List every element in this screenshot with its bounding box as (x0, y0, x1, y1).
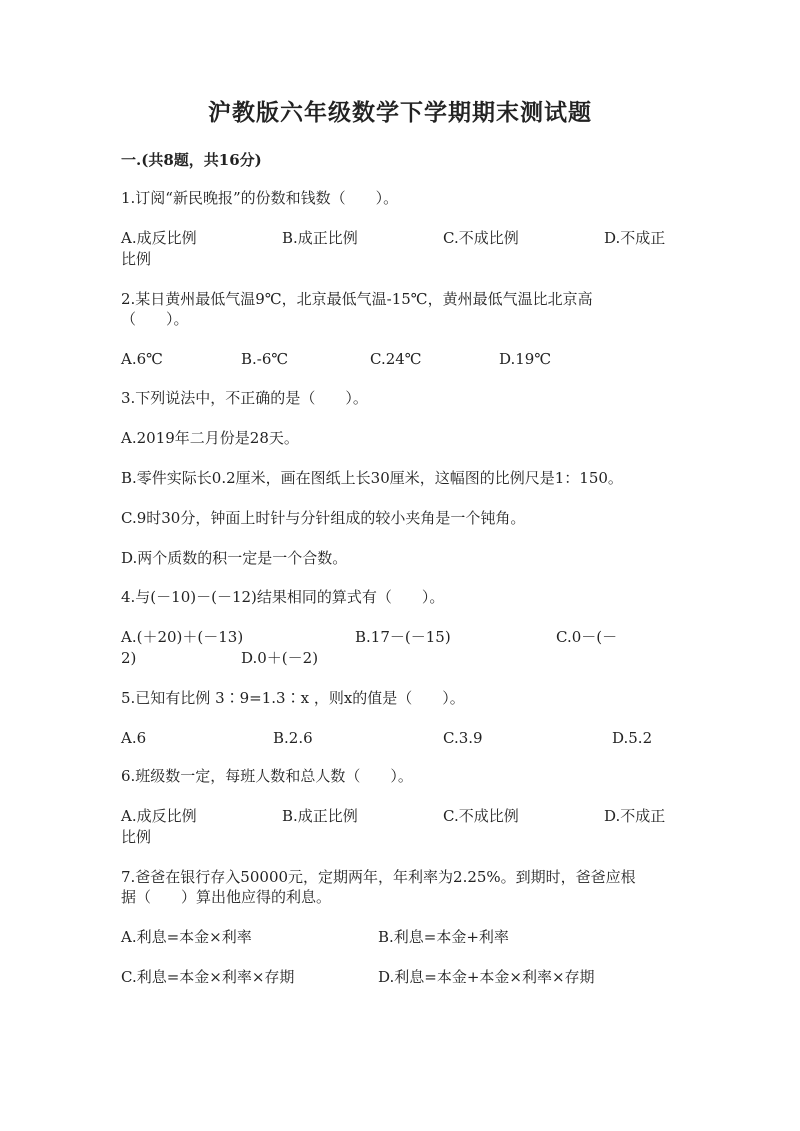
question-3-option-a: A.2019年二月份是28天。 (121, 429, 299, 447)
question-1-option-b: B.成正比例 (282, 229, 358, 247)
question-4-option-a: A.(＋20)＋(－13) (121, 628, 244, 646)
question-1-option-a: A.成反比例 (121, 229, 197, 247)
question-4-option-b: B.17－(－15) (355, 628, 451, 646)
page-title: 沪教版六年级数学下学期期末测试题 (208, 99, 592, 126)
question-5-option-d: D.5.2 (612, 729, 653, 747)
question-7-option-b: B.利息=本金+利率 (378, 928, 509, 946)
question-3-option-c: C.9时30分，钟面上时针与分针组成的较小夹角是一个钝角。 (121, 509, 526, 527)
question-3-option-b: B.零件实际长0.2厘米，画在图纸上长30厘米，这幅图的比例尺是1：150。 (121, 469, 623, 487)
question-2-stem-cont: （ ）。 (121, 310, 189, 328)
question-4-option-c-cont: 2) (121, 649, 137, 667)
question-2-option-b: B.-6℃ (241, 350, 289, 368)
question-7-stem-cont: 据（ ）算出他应得的利息。 (121, 888, 332, 906)
question-2-option-a: A.6℃ (121, 350, 163, 368)
question-7-option-c: C.利息=本金×利率×存期 (121, 968, 295, 986)
question-6-stem: 6.班级数一定，每班人数和总人数（ ）。 (121, 767, 413, 785)
question-5-option-c: C.3.9 (443, 729, 483, 747)
question-7-option-d: D.利息=本金+本金×利率×存期 (378, 968, 595, 986)
question-7-option-a: A.利息=本金×利率 (121, 928, 252, 946)
question-4-option-c: C.0－(－ (556, 628, 618, 646)
question-1-option-d: D.不成正 (604, 229, 666, 247)
question-4-option-d: D.0＋(－2) (241, 649, 319, 667)
question-2-option-c: C.24℃ (370, 350, 422, 368)
question-6-option-b: B.成正比例 (282, 807, 358, 825)
question-6-option-d-cont: 比例 (121, 828, 152, 846)
question-1-stem: 1.订阅“新民晚报”的份数和钱数（ ）。 (121, 189, 399, 207)
question-6-option-a: A.成反比例 (121, 807, 197, 825)
question-5-option-a: A.6 (121, 729, 147, 747)
question-3-stem: 3.下列说法中，不正确的是（ ）。 (121, 389, 368, 407)
question-5-option-b: B.2.6 (273, 729, 313, 747)
question-6-option-c: C.不成比例 (443, 807, 519, 825)
section-heading: 一.(共8题，共16分) (121, 151, 262, 169)
question-1-option-d-cont: 比例 (121, 250, 152, 268)
question-2-stem: 2.某日黄州最低气温9℃，北京最低气温-15℃，黄州最低气温比北京高 (121, 290, 593, 308)
question-6-option-d: D.不成正 (604, 807, 666, 825)
question-2-option-d: D.19℃ (499, 350, 552, 368)
question-5-stem: 5.已知有比例 3∶9=1.3∶x ，则x的值是（ ）。 (121, 689, 465, 707)
question-4-stem: 4.与(－10)－(－12)结果相同的算式有（ ）。 (121, 588, 445, 606)
question-1-option-c: C.不成比例 (443, 229, 519, 247)
question-3-option-d: D.两个质数的积一定是一个合数。 (121, 549, 348, 567)
question-7-stem: 7.爸爸在银行存入50000元，定期两年，年利率为2.25%。到期时，爸爸应根 (121, 868, 636, 886)
